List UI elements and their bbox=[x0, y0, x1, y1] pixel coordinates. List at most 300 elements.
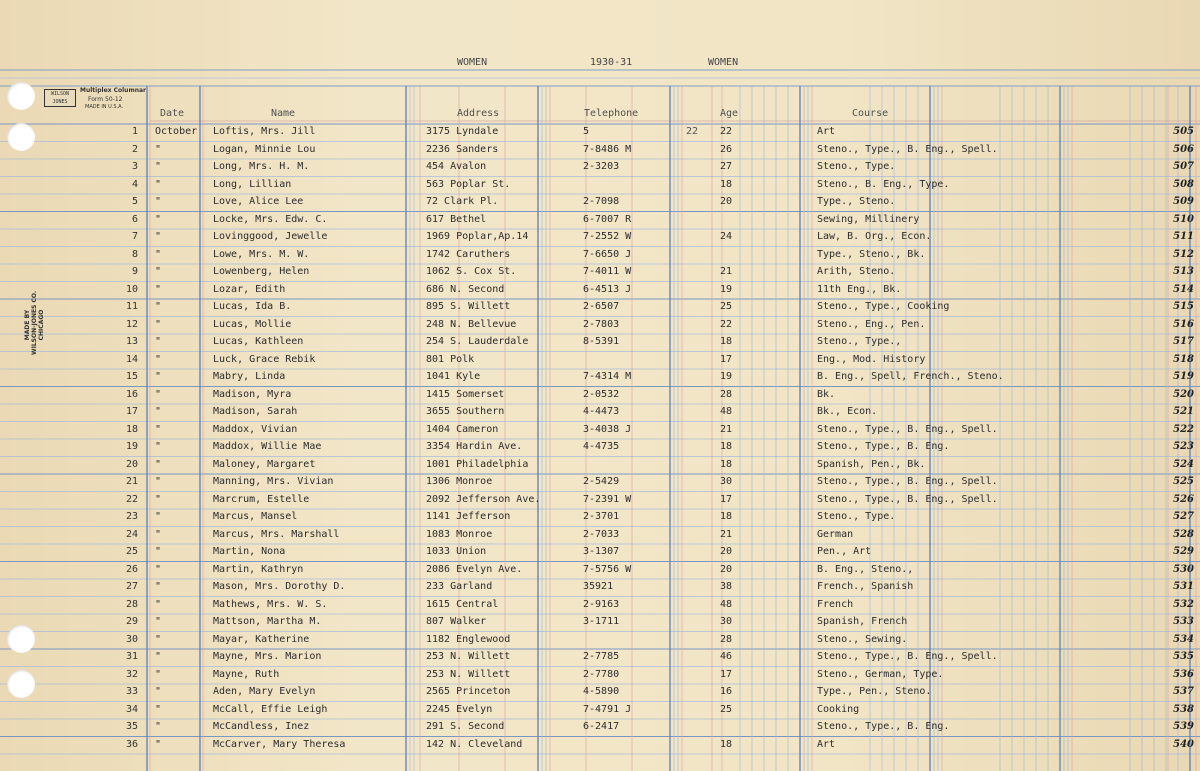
row-address: 1306 Monroe bbox=[426, 476, 493, 487]
row-number: 32 bbox=[125, 668, 138, 680]
maker-line-1: MADE BY bbox=[24, 309, 31, 341]
row-date: " bbox=[155, 528, 162, 540]
column-header-course: Course bbox=[852, 108, 889, 119]
row-number: 28 bbox=[125, 598, 138, 610]
row-record-number: 525 bbox=[1173, 476, 1194, 487]
row-course: Cooking bbox=[817, 703, 860, 715]
row-number: 23 bbox=[125, 511, 138, 522]
row-record-number: 537 bbox=[1173, 686, 1194, 697]
row-address: 142 N. Cleveland bbox=[426, 738, 523, 750]
row-address: 617 Bethel bbox=[426, 213, 487, 225]
row-name: Marcus, Mansel bbox=[213, 511, 298, 522]
row-address: 2245 Evelyn bbox=[426, 703, 493, 715]
table-row bbox=[0, 598, 1200, 615]
row-telephone: 4-4473 bbox=[583, 406, 620, 417]
row-date: " bbox=[155, 686, 162, 697]
row-number: 1 bbox=[131, 126, 138, 137]
row-name: Mathews, Mrs. W. S. bbox=[213, 598, 328, 610]
row-course: Steno., Type., B. Eng., Spell. bbox=[817, 651, 998, 662]
row-date: " bbox=[155, 248, 162, 260]
wilson-jones-mark: WILSON JONES bbox=[44, 89, 76, 107]
row-extra: 22 bbox=[686, 126, 699, 137]
row-telephone: 2-7098 bbox=[583, 196, 620, 207]
row-course: Bk., Econ. bbox=[817, 406, 878, 417]
row-age: 38 bbox=[720, 581, 733, 592]
row-course: Steno., Type. bbox=[817, 161, 896, 172]
logo-line-1: Multiplex Columnar bbox=[80, 87, 146, 94]
row-record-number: 518 bbox=[1173, 353, 1194, 365]
row-date: " bbox=[155, 668, 162, 680]
row-record-number: 534 bbox=[1173, 633, 1194, 645]
table-row bbox=[0, 423, 1200, 440]
row-address: 563 Poplar St. bbox=[426, 178, 511, 190]
row-course: Steno., Type., B. Eng., Spell. bbox=[817, 493, 998, 505]
table-row bbox=[0, 335, 1200, 352]
row-telephone: 3-4038 J bbox=[583, 423, 632, 435]
row-age: 27 bbox=[720, 161, 733, 172]
row-age: 16 bbox=[720, 686, 733, 697]
row-number: 16 bbox=[125, 388, 138, 400]
row-telephone: 2-3701 bbox=[583, 511, 620, 522]
row-telephone: 2-9163 bbox=[583, 598, 620, 610]
row-address: 1083 Monroe bbox=[426, 528, 493, 540]
row-record-number: 506 bbox=[1173, 143, 1194, 155]
row-address: 895 S. Willett bbox=[426, 301, 511, 312]
row-date: " bbox=[155, 493, 162, 505]
row-date: " bbox=[155, 371, 162, 382]
row-telephone: 6-7007 R bbox=[583, 213, 632, 225]
row-date: " bbox=[155, 581, 162, 592]
table-row bbox=[0, 248, 1200, 265]
table-row bbox=[0, 265, 1200, 282]
row-course: Steno., Type., B. Eng. bbox=[817, 441, 950, 452]
row-age: 18 bbox=[720, 738, 733, 750]
row-record-number: 531 bbox=[1173, 581, 1194, 592]
row-address: 2236 Sanders bbox=[426, 143, 499, 155]
row-age: 20 bbox=[720, 196, 733, 207]
row-number: 20 bbox=[125, 458, 138, 470]
table-row bbox=[0, 388, 1200, 405]
row-course: Spanish, Pen., Bk. bbox=[817, 458, 926, 470]
row-date: " bbox=[155, 563, 162, 575]
row-date: " bbox=[155, 441, 162, 452]
row-course: B. Eng., Steno., bbox=[817, 563, 914, 575]
row-name: Manning, Mrs. Vivian bbox=[213, 476, 334, 487]
row-age: 18 bbox=[720, 441, 733, 452]
binder-hole bbox=[7, 82, 35, 110]
row-number: 5 bbox=[131, 196, 138, 207]
row-record-number: 526 bbox=[1173, 493, 1194, 505]
form-logo bbox=[44, 87, 154, 113]
row-number: 33 bbox=[125, 686, 138, 697]
row-number: 9 bbox=[131, 266, 138, 277]
row-date: " bbox=[155, 721, 162, 732]
row-age: 17 bbox=[720, 493, 733, 505]
column-header-address: Address bbox=[457, 108, 500, 119]
table-row bbox=[0, 283, 1200, 300]
row-age: 28 bbox=[720, 388, 733, 400]
row-telephone: 2-5429 bbox=[583, 476, 620, 487]
row-number: 29 bbox=[125, 616, 138, 627]
column-header-age: Age bbox=[720, 108, 739, 119]
row-age: 30 bbox=[720, 476, 733, 487]
row-name: Mattson, Martha M. bbox=[213, 616, 322, 627]
row-telephone: 7-4791 J bbox=[583, 703, 632, 715]
row-course: Arith, Steno. bbox=[817, 266, 896, 277]
row-number: 21 bbox=[125, 476, 138, 487]
row-record-number: 510 bbox=[1173, 213, 1194, 225]
row-telephone: 4-4735 bbox=[583, 441, 620, 452]
row-number: 35 bbox=[125, 721, 138, 732]
row-telephone: 7-8486 M bbox=[583, 143, 632, 155]
row-date: " bbox=[155, 178, 162, 190]
table-row bbox=[0, 440, 1200, 457]
row-record-number: 536 bbox=[1173, 668, 1194, 680]
header-right-label: WOMEN bbox=[708, 57, 739, 68]
row-telephone: 35921 bbox=[583, 581, 614, 592]
table-row bbox=[0, 458, 1200, 475]
row-age: 17 bbox=[720, 353, 733, 365]
row-date: " bbox=[155, 336, 162, 347]
row-number: 25 bbox=[125, 546, 138, 557]
row-address: 253 N. Willett bbox=[426, 668, 511, 680]
row-name: Loftis, Mrs. Jill bbox=[213, 126, 316, 137]
table-row bbox=[0, 738, 1200, 755]
row-date: " bbox=[155, 738, 162, 750]
table-row bbox=[0, 650, 1200, 667]
row-date: " bbox=[155, 511, 162, 522]
row-address: 1062 S. Cox St. bbox=[426, 266, 517, 277]
row-number: 7 bbox=[131, 231, 138, 242]
row-age: 19 bbox=[720, 371, 733, 382]
row-age: 20 bbox=[720, 563, 733, 575]
row-address: 1001 Philadelphia bbox=[426, 458, 529, 470]
row-number: 10 bbox=[125, 283, 138, 295]
maker-line-2: WILSON-JONES CO. bbox=[31, 290, 38, 355]
row-telephone: 5 bbox=[583, 126, 590, 137]
row-date: " bbox=[155, 651, 162, 662]
row-telephone: 3-1711 bbox=[583, 616, 620, 627]
table-row bbox=[0, 160, 1200, 177]
row-address: 1041 Kyle bbox=[426, 371, 481, 382]
row-course: B. Eng., Spell, French., Steno. bbox=[817, 371, 1004, 382]
row-name: Love, Alice Lee bbox=[213, 196, 304, 207]
row-address: 253 N. Willett bbox=[426, 651, 511, 662]
row-age: 48 bbox=[720, 598, 733, 610]
row-name: Mayne, Ruth bbox=[213, 668, 280, 680]
row-course: Steno., Type., B. Eng., Spell. bbox=[817, 423, 998, 435]
row-name: Locke, Mrs. Edw. C. bbox=[213, 213, 328, 225]
row-address: 3175 Lyndale bbox=[426, 126, 499, 137]
row-address: 248 N. Bellevue bbox=[426, 318, 517, 330]
table-row bbox=[0, 475, 1200, 492]
row-address: 3655 Southern bbox=[426, 406, 505, 417]
row-course: Steno., Type., B. Eng., Spell. bbox=[817, 143, 998, 155]
table-row bbox=[0, 493, 1200, 510]
row-record-number: 517 bbox=[1173, 336, 1194, 347]
row-address: 1182 Englewood bbox=[426, 633, 511, 645]
row-age: 20 bbox=[720, 546, 733, 557]
row-number: 4 bbox=[131, 178, 138, 190]
row-date: " bbox=[155, 423, 162, 435]
row-course: Steno., Eng., Pen. bbox=[817, 318, 926, 330]
column-header-telephone: Telephone bbox=[584, 108, 639, 119]
row-number: 11 bbox=[125, 301, 138, 312]
row-record-number: 513 bbox=[1173, 266, 1194, 277]
table-row bbox=[0, 318, 1200, 335]
row-name: Madison, Sarah bbox=[213, 406, 298, 417]
row-record-number: 511 bbox=[1173, 231, 1194, 242]
row-telephone: 7-5756 W bbox=[583, 563, 632, 575]
table-row bbox=[0, 195, 1200, 212]
row-address: 1033 Union bbox=[426, 546, 487, 557]
row-telephone: 7-4314 M bbox=[583, 371, 632, 382]
row-name: Mayar, Katherine bbox=[213, 633, 310, 645]
row-telephone: 6-2417 bbox=[583, 721, 620, 732]
row-age: 28 bbox=[720, 633, 733, 645]
row-address: 1969 Poplar,Ap.14 bbox=[426, 231, 529, 242]
row-address: 72 Clark Pl. bbox=[426, 196, 499, 207]
row-age: 21 bbox=[720, 266, 733, 277]
row-telephone: 2-7803 bbox=[583, 318, 620, 330]
row-name: Maddox, Vivian bbox=[213, 423, 298, 435]
row-address: 2086 Evelyn Ave. bbox=[426, 563, 523, 575]
row-number: 15 bbox=[125, 371, 138, 382]
row-address: 454 Avalon bbox=[426, 161, 487, 172]
row-name: Maddox, Willie Mae bbox=[213, 441, 322, 452]
row-record-number: 540 bbox=[1173, 738, 1194, 750]
row-address: 801 Polk bbox=[426, 353, 475, 365]
row-address: 233 Garland bbox=[426, 581, 493, 592]
table-row bbox=[0, 580, 1200, 597]
row-age: 48 bbox=[720, 406, 733, 417]
row-record-number: 529 bbox=[1173, 546, 1194, 557]
row-telephone: 2-7785 bbox=[583, 651, 620, 662]
row-name: Mason, Mrs. Dorothy D. bbox=[213, 581, 346, 592]
row-name: Maloney, Margaret bbox=[213, 458, 316, 470]
row-name: Lowenberg, Helen bbox=[213, 266, 310, 277]
row-course: Type., Pen., Steno. bbox=[817, 686, 932, 697]
row-date: " bbox=[155, 266, 162, 277]
row-name: Lozar, Edith bbox=[213, 283, 286, 295]
row-age: 19 bbox=[720, 283, 733, 295]
row-number: 6 bbox=[131, 213, 138, 225]
row-name: Logan, Minnie Lou bbox=[213, 143, 316, 155]
row-course: 11th Eng., Bk. bbox=[817, 283, 902, 295]
row-name: Lucas, Kathleen bbox=[213, 336, 304, 347]
table-row bbox=[0, 370, 1200, 387]
table-row bbox=[0, 353, 1200, 370]
maker-line-3: CHICAGO bbox=[38, 309, 45, 341]
row-number: 22 bbox=[125, 493, 138, 505]
table-row bbox=[0, 545, 1200, 562]
row-course: Steno., Sewing. bbox=[817, 633, 908, 645]
row-name: Marcus, Mrs. Marshall bbox=[213, 528, 340, 540]
row-age: 24 bbox=[720, 231, 733, 242]
table-row bbox=[0, 405, 1200, 422]
row-record-number: 512 bbox=[1173, 248, 1194, 260]
row-record-number: 508 bbox=[1173, 178, 1194, 190]
row-address: 254 S. Lauderdale bbox=[426, 336, 529, 347]
row-telephone: 2-0532 bbox=[583, 388, 620, 400]
row-age: 30 bbox=[720, 616, 733, 627]
table-row bbox=[0, 300, 1200, 317]
row-date: " bbox=[155, 161, 162, 172]
table-row bbox=[0, 703, 1200, 720]
row-course: Steno., Type., bbox=[817, 336, 902, 347]
row-address: 2092 Jefferson Ave. bbox=[426, 493, 541, 505]
row-course: Law, B. Org., Econ. bbox=[817, 231, 932, 242]
row-telephone: 2-7780 bbox=[583, 668, 620, 680]
row-age: 18 bbox=[720, 178, 733, 190]
row-record-number: 527 bbox=[1173, 511, 1194, 522]
row-address: 1141 Jefferson bbox=[426, 511, 511, 522]
row-course: Art bbox=[817, 738, 836, 750]
row-age: 22 bbox=[720, 318, 733, 330]
row-number: 17 bbox=[125, 406, 138, 417]
row-telephone: 2-3203 bbox=[583, 161, 620, 172]
row-number: 3 bbox=[131, 161, 138, 172]
row-course: Bk. bbox=[817, 388, 836, 400]
row-name: Lovinggood, Jewelle bbox=[213, 231, 328, 242]
column-header-date: Date bbox=[160, 108, 185, 119]
row-address: 291 S. Second bbox=[426, 721, 505, 732]
row-course: Steno., Type., B. Eng., Spell. bbox=[817, 476, 998, 487]
row-record-number: 520 bbox=[1173, 388, 1194, 400]
row-date: " bbox=[155, 616, 162, 627]
table-row bbox=[0, 143, 1200, 160]
row-telephone: 2-6507 bbox=[583, 301, 620, 312]
row-address: 2565 Princeton bbox=[426, 686, 511, 697]
table-row bbox=[0, 125, 1200, 142]
row-record-number: 535 bbox=[1173, 651, 1194, 662]
row-date: " bbox=[155, 283, 162, 295]
row-age: 46 bbox=[720, 651, 733, 662]
row-telephone: 7-2552 W bbox=[583, 231, 632, 242]
column-header-name: Name bbox=[271, 108, 296, 119]
row-address: 1404 Cameron bbox=[426, 423, 499, 435]
table-row bbox=[0, 563, 1200, 580]
row-course: Art bbox=[817, 126, 836, 137]
row-number: 30 bbox=[125, 633, 138, 645]
row-record-number: 528 bbox=[1173, 528, 1194, 540]
row-date: " bbox=[155, 458, 162, 470]
table-row bbox=[0, 178, 1200, 195]
row-name: Aden, Mary Evelyn bbox=[213, 686, 316, 697]
header-left-label: WOMEN bbox=[457, 57, 488, 68]
row-date: " bbox=[155, 633, 162, 645]
row-age: 25 bbox=[720, 301, 733, 312]
row-number: 27 bbox=[125, 581, 138, 592]
row-name: McCall, Effie Leigh bbox=[213, 703, 328, 715]
row-record-number: 530 bbox=[1173, 563, 1194, 575]
row-record-number: 524 bbox=[1173, 458, 1194, 470]
row-record-number: 521 bbox=[1173, 406, 1194, 417]
row-number: 2 bbox=[131, 143, 138, 155]
row-address: 686 N. Second bbox=[426, 283, 505, 295]
row-number: 14 bbox=[125, 353, 138, 365]
row-course: Sewing, Millinery bbox=[817, 213, 920, 225]
row-number: 34 bbox=[125, 703, 138, 715]
row-course: Type., Steno., Bk. bbox=[817, 248, 926, 260]
row-record-number: 532 bbox=[1173, 598, 1194, 610]
row-course: French., Spanish bbox=[817, 581, 914, 592]
table-row bbox=[0, 720, 1200, 737]
row-record-number: 519 bbox=[1173, 371, 1194, 382]
row-course: Steno., Type. bbox=[817, 511, 896, 522]
table-row bbox=[0, 510, 1200, 527]
row-date: " bbox=[155, 143, 162, 155]
table-row bbox=[0, 615, 1200, 632]
row-age: 22 bbox=[720, 126, 733, 137]
row-number: 18 bbox=[125, 423, 138, 435]
row-name: McCarver, Mary Theresa bbox=[213, 738, 346, 750]
row-name: Marcrum, Estelle bbox=[213, 493, 310, 505]
row-course: Steno., German, Type. bbox=[817, 668, 944, 680]
row-record-number: 514 bbox=[1173, 283, 1194, 295]
table-row bbox=[0, 633, 1200, 650]
row-date: " bbox=[155, 196, 162, 207]
logo-line-2: Form 50-12 bbox=[88, 96, 123, 103]
row-course: Steno., B. Eng., Type. bbox=[817, 178, 950, 190]
row-course: French bbox=[817, 598, 854, 610]
row-telephone: 7-2391 W bbox=[583, 493, 632, 505]
row-date: " bbox=[155, 353, 162, 365]
row-telephone: 7-4011 W bbox=[583, 266, 632, 277]
logo-line-3: MADE IN U.S.A. bbox=[85, 104, 124, 110]
row-address: 1615 Central bbox=[426, 598, 499, 610]
row-age: 18 bbox=[720, 458, 733, 470]
row-date: " bbox=[155, 388, 162, 400]
row-address: 1742 Caruthers bbox=[426, 248, 511, 260]
row-number: 36 bbox=[125, 738, 138, 750]
row-record-number: 515 bbox=[1173, 301, 1194, 312]
row-date: " bbox=[155, 301, 162, 312]
row-age: 26 bbox=[720, 143, 733, 155]
row-course: Steno., Type., Cooking bbox=[817, 301, 950, 312]
row-name: Long, Mrs. H. M. bbox=[213, 161, 310, 172]
row-telephone: 8-5391 bbox=[583, 336, 620, 347]
table-row bbox=[0, 685, 1200, 702]
row-date: " bbox=[155, 703, 162, 715]
row-number: 8 bbox=[131, 248, 138, 260]
row-number: 13 bbox=[125, 336, 138, 347]
table-row bbox=[0, 528, 1200, 545]
row-date: " bbox=[155, 598, 162, 610]
row-date: " bbox=[155, 406, 162, 417]
row-record-number: 516 bbox=[1173, 318, 1194, 330]
row-course: Eng., Mod. History bbox=[817, 353, 926, 365]
row-name: Martin, Nona bbox=[213, 546, 286, 557]
row-course: Steno., Type., B. Eng. bbox=[817, 721, 950, 732]
row-record-number: 523 bbox=[1173, 441, 1194, 452]
row-name: Lucas, Mollie bbox=[213, 318, 292, 330]
row-number: 12 bbox=[125, 318, 138, 330]
row-number: 19 bbox=[125, 441, 138, 452]
row-record-number: 539 bbox=[1173, 721, 1194, 732]
row-telephone: 4-5890 bbox=[583, 686, 620, 697]
row-age: 18 bbox=[720, 511, 733, 522]
row-name: Long, Lillian bbox=[213, 178, 292, 190]
row-date: " bbox=[155, 476, 162, 487]
row-number: 31 bbox=[125, 651, 138, 662]
row-course: German bbox=[817, 528, 854, 540]
row-number: 24 bbox=[125, 528, 138, 540]
row-age: 25 bbox=[720, 703, 733, 715]
row-course: Spanish, French bbox=[817, 616, 908, 627]
table-row bbox=[0, 213, 1200, 230]
row-date: October bbox=[155, 126, 198, 137]
